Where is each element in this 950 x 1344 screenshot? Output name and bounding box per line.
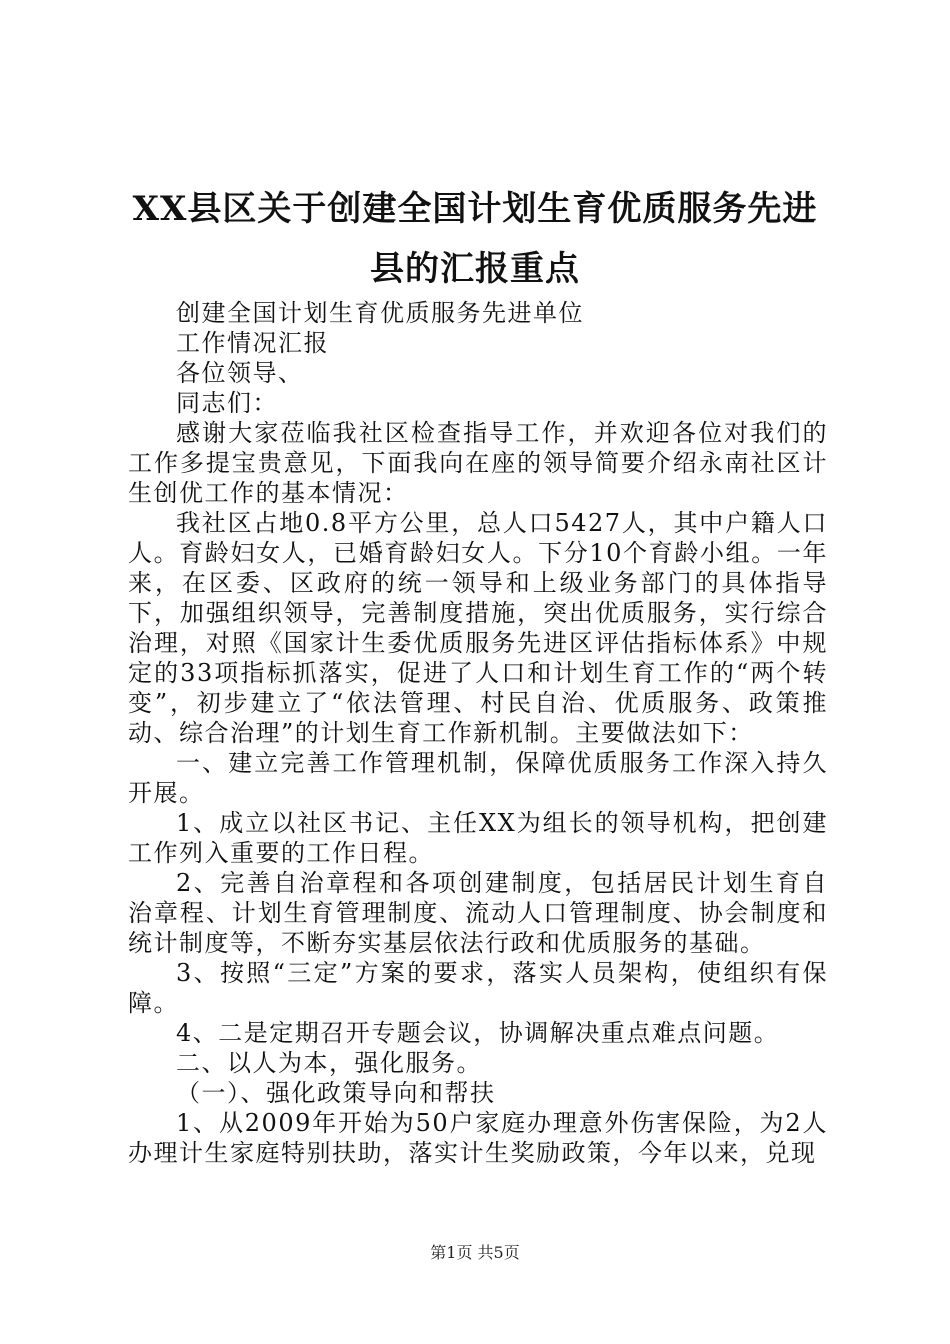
list-item: 2、完善自治章程和各项创建制度，包括居民计划生育自治章程、计划生育管理制度、流动人口管理制度、协会制度和统计制度等，不断夯实基层依法行政和优质服务的基础。 (128, 869, 828, 957)
subtitle-line-2: 工作情况汇报 (176, 329, 329, 357)
section-heading: 一、建立完善工作管理机制，保障优质服务工作深入持久开展。 (128, 749, 828, 807)
body-paragraph: 我社区占地0.8平方公里，总人口5427人，其中户籍人口人。育龄妇女人，已婚育龄妇女人。下分10个育龄小组。一年来，在区委、区政府的统一领导和上级业务部门的具体指导下，加强组织领导，完善制度措施，突出优质服务，实行综合治理，对照《国家计生委优质服务先进区评估指标体系》中规定的33项指标抓落实，促进了人口和计划生育工作的“两个转变”，初步建立了“依法管理、村民自治、优质服务、政策推动、综合治理”的计划生育工作新机制。主要做法如下： (128, 509, 828, 747)
body-paragraph: 感谢大家莅临我社区检查指导工作，并欢迎各位对我们的工作多提宝贵意见，下面我向在座的领导简要介绍永南社区计生创优工作的基本情况： (128, 419, 828, 507)
section-heading: 二、以人为本，强化服务。 (176, 1049, 482, 1077)
list-item: 4、二是定期召开专题会议，协调解决重点难点问题。 (176, 1019, 780, 1047)
salutation-line-2: 同志们： (176, 389, 278, 417)
document-title-line-2: 县的汇报重点 (370, 249, 580, 289)
salutation-line-1: 各位领导、 (176, 359, 304, 387)
page-footer: 第1页 共5页 (430, 1243, 520, 1262)
list-item: 1、成立以社区书记、主任XX为组长的领导机构，把创建工作列入重要的工作日程。 (128, 809, 828, 867)
document-title-line-1: XX县区关于创建全国计划生育优质服务先进 (132, 189, 818, 229)
subtitle-line-1: 创建全国计划生育优质服务先进单位 (176, 299, 584, 327)
document-body (128, 298, 828, 1168)
list-item: 1、从2009年开始为50户家庭办理意外伤害保险，为2人办理计生家庭特别扶助，落实计生奖励政策，今年以来，兑现 (128, 1109, 828, 1167)
list-item: 3、按照“三定”方案的要求，落实人员架构，使组织有保障。 (128, 959, 828, 1017)
subsection-heading: （一）、强化政策导向和帮扶 (176, 1079, 496, 1107)
